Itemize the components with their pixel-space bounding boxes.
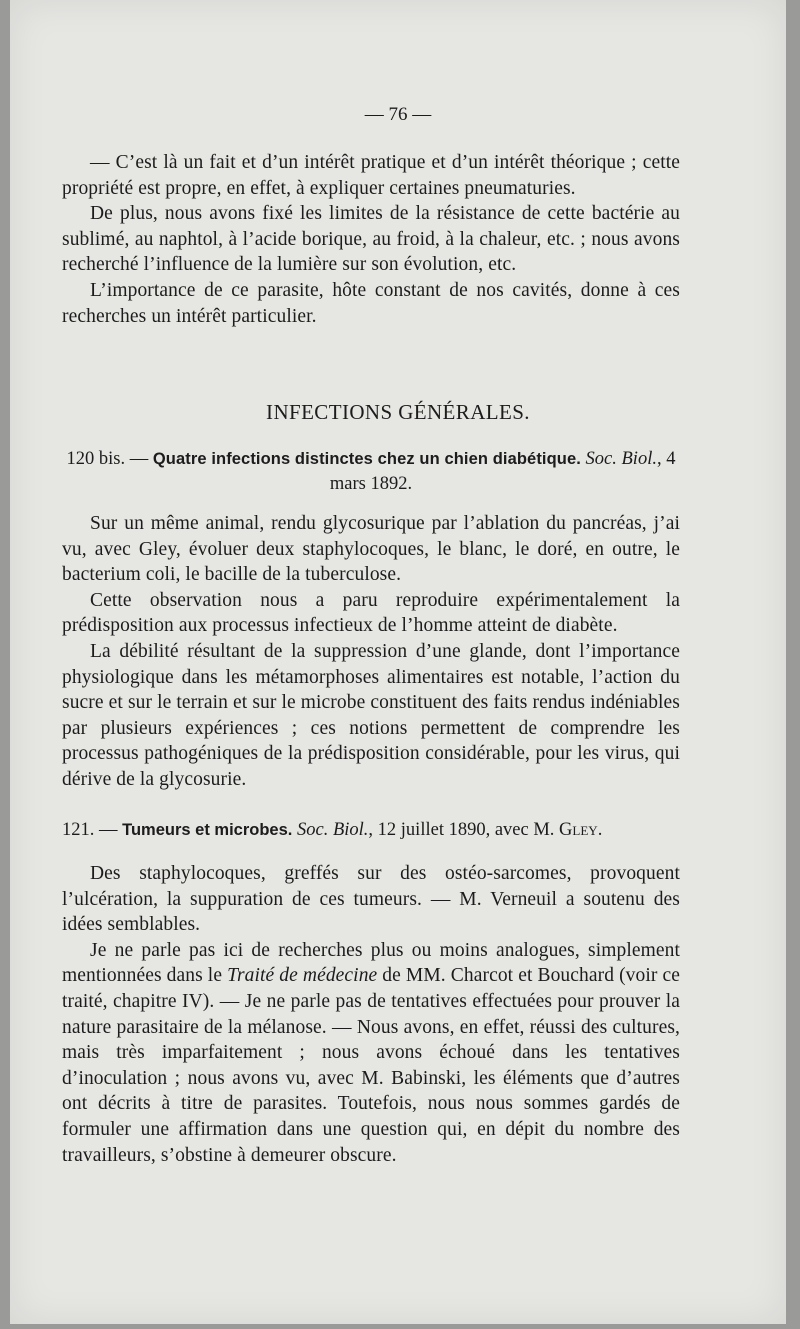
entry-121-paragraph-1: Des staphylocoques, greffés sur des ostéo-sarcomes, provoquent l’ulcération, la suppuration de ces tumeurs. — M. Verneuil a soutenu des idées semblables. bbox=[62, 863, 680, 936]
entry-120bis-paragraph-1: Sur un même animal, rendu glycosurique par l’ablation du pancréas, j’ai vu, avec Gley, évoluer deux staphylocoques, le blanc, le doré, en outre, le bacterium coli, le bacille de la tuberculose. bbox=[62, 513, 680, 586]
entry-121-title: Tumeurs et microbes. bbox=[122, 821, 293, 839]
intro-paragraph-2: De plus, nous avons fixé les limites de la résistance de cette bactérie au sublimé, au naphtol, à l’acide borique, au froid, à la chaleur, etc. ; nous avons recherché l’influence de la lumière sur son évolution, etc. bbox=[62, 203, 680, 276]
entry-121-coauthor: Gley bbox=[559, 820, 598, 840]
entry-121-heading bbox=[62, 818, 680, 843]
entry-121-number: 121. bbox=[62, 820, 95, 840]
entry-120bis-date: , 4 mars 1892. bbox=[329, 449, 676, 494]
entry-120bis-heading bbox=[62, 447, 680, 497]
entry-121-dash: — bbox=[94, 820, 123, 840]
intro-block bbox=[62, 150, 680, 329]
entry-120bis-number: 120 bis. bbox=[66, 449, 126, 469]
entry-121-paragraph-2-before: Je ne parle pas ici de recherches plus ou moins analogues, simplement mentionnées dans le bbox=[62, 939, 680, 987]
entry-120bis-paragraph-3: La débilité résultant de la suppression d’une glande, dont l’importance physiologique dans les métamorphoses alimentaires est notable, l’action du sucre et sur le terrain et sur le microbe constituent des faits rendus indéniables par plusieurs expériences ; ces notions permettent de comprendre les processus pathogéniques de la prédisposition considérable, pour les virus, qui dérive de la glycosurie. bbox=[62, 640, 680, 790]
book-page bbox=[10, 0, 786, 1324]
page-number: — 76 — bbox=[364, 104, 432, 125]
entry-120bis bbox=[62, 447, 680, 793]
entry-121-paragraph-2-after: de MM. Charcot et Bouchard (voir ce traité, chapitre IV). — Je ne parle pas de tentatives effectuées pour prouver la nature parasitaire de la mélanose. — Nous avons, en effet, réussi des cultures, mais très imparfaitement ; nous avons échoué dans les tentatives d’inoculation ; nous avons vu, avec M. Babinski, les éléments que d’autres ont décrits à titre de parasites. Toutefois, nous nous sommes gardés de formuler une affirmation dans une question qui, en dépit du nombre des travailleurs, s’obstine à demeurer obscure. bbox=[62, 965, 680, 1166]
entry-121-date: , 12 juillet 1890, avec M. bbox=[368, 820, 560, 840]
entry-120bis-journal: Soc. Biol. bbox=[585, 449, 657, 469]
section-title: INFECTIONS GÉNÉRALES. bbox=[266, 400, 530, 424]
entry-121-end: . bbox=[597, 820, 603, 840]
entry-120bis-dash: — bbox=[125, 449, 153, 469]
intro-paragraph-1: — C’est là un fait et d’un intérêt pratique et d’un intérêt théorique ; cette propriété est propre, en effet, à expliquer certaines pneumaturies. bbox=[62, 152, 680, 199]
entry-120bis-title: Quatre infections distinctes chez un chien diabétique. bbox=[152, 450, 581, 468]
intro-paragraph-3: L’importance de ce parasite, hôte constant de nos cavités, donne à ces recherches un intérêt particulier. bbox=[62, 279, 680, 327]
entry-121-paragraph-2 bbox=[62, 938, 680, 1168]
entry-121-journal: Soc. Biol. bbox=[297, 820, 369, 840]
entry-120bis-paragraph-2: Cette observation nous a paru reproduire expérimentalement la prédisposition aux processus infectieux de l’homme atteint de diabète. bbox=[62, 589, 680, 637]
entry-121 bbox=[62, 818, 680, 1168]
entry-121-book-title: Traité de médecine bbox=[227, 965, 378, 987]
